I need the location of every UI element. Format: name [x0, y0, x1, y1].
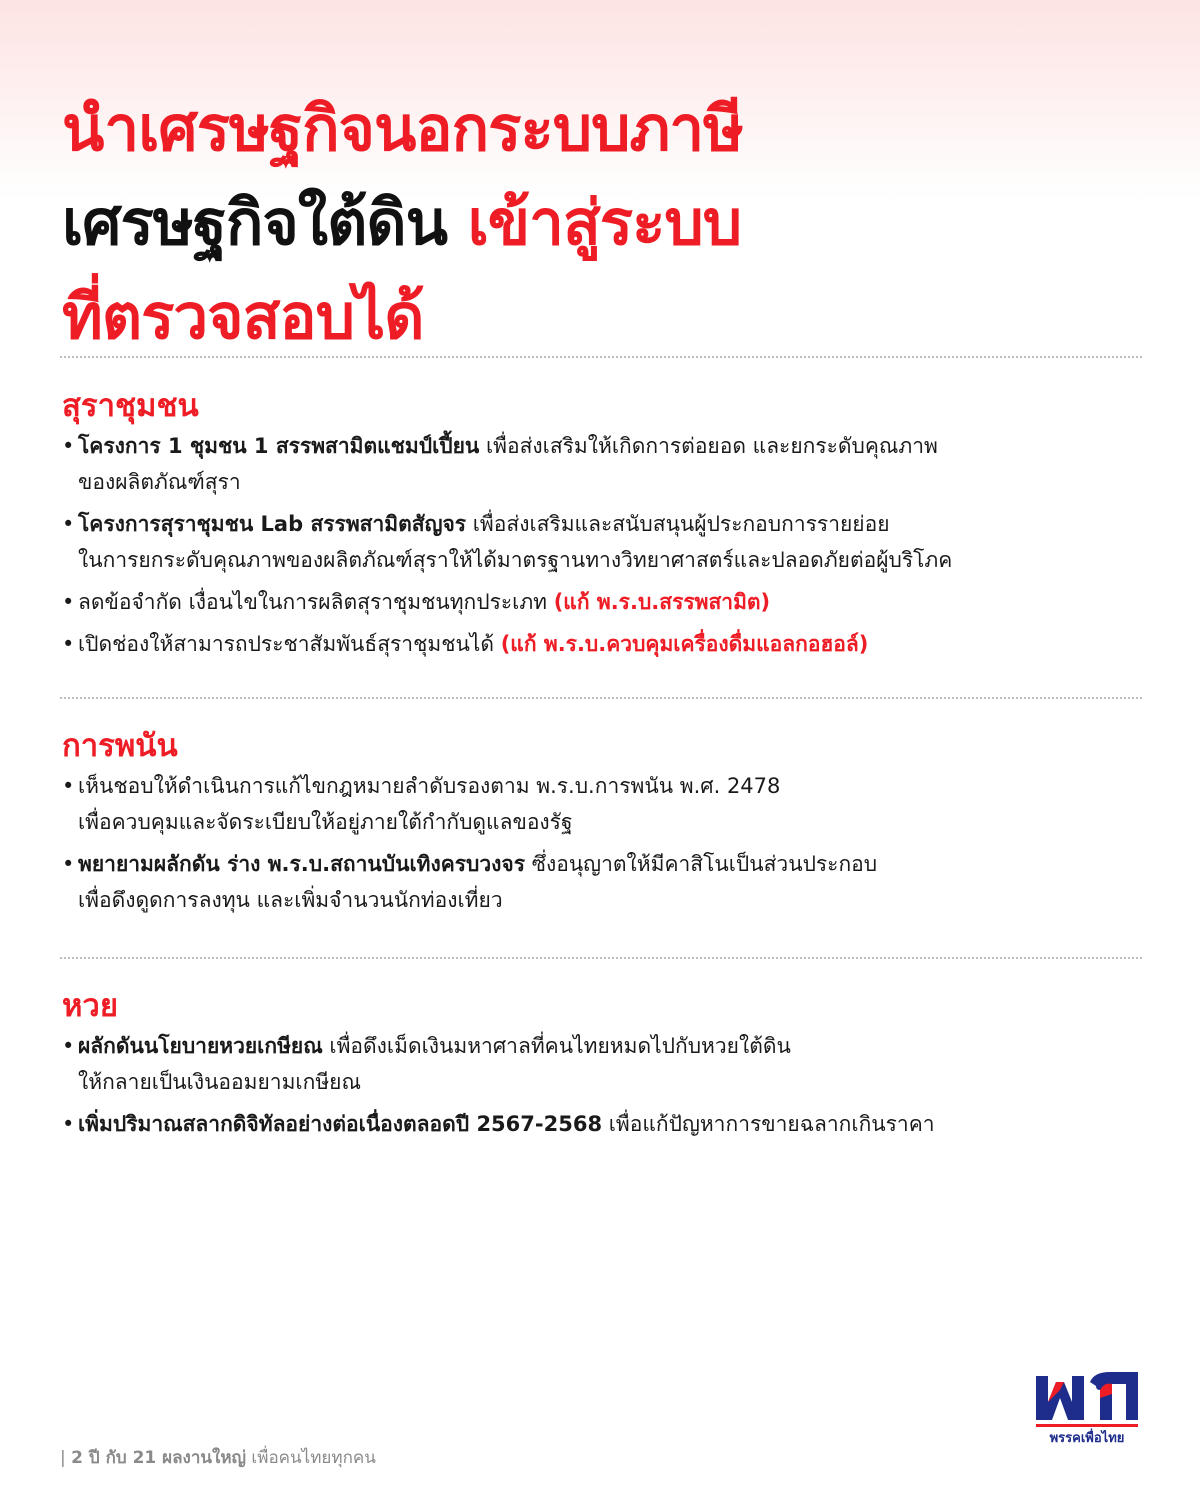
- bullet-icon: •: [62, 590, 75, 614]
- item-text-line-2: ให้กลายเป็นเงินออมยามเกษียณ: [78, 1070, 361, 1094]
- title-line-2-red: เข้าสู่ระบบ: [467, 186, 742, 259]
- bullet-icon: •: [62, 1112, 75, 1136]
- title-line-2: [62, 176, 1142, 270]
- party-logo: [1030, 1368, 1145, 1446]
- list-item: [62, 1106, 1142, 1142]
- list-item: [62, 626, 1142, 662]
- title-line-3: ที่ตรวจสอบได้: [62, 280, 424, 353]
- item-list: [62, 428, 1142, 662]
- section-gambling: [62, 726, 1142, 924]
- item-bold-text: พยายามผลักดัน ร่าง พ.ร.บ.สถานบันเทิงครบวงจร: [78, 852, 526, 876]
- list-item: [62, 584, 1142, 620]
- list-item: [62, 428, 1142, 500]
- pheu-thai-logo-icon: [1030, 1368, 1145, 1446]
- item-text-line-2: เพื่อดึงดูดการลงทุน และเพิ่มจำนวนนักท่องเที่ยว: [78, 888, 503, 912]
- page-title: [62, 82, 1142, 364]
- item-text: เพื่อส่งเสริมและสนับสนุนผู้ประกอบการรายย่อย: [466, 512, 890, 536]
- item-text-line-2: เพื่อควบคุมและจัดระเบียบให้อยู่ภายใต้กำกับดูแลของรัฐ: [78, 810, 573, 834]
- bullet-icon: •: [62, 852, 75, 876]
- item-bold-text: โครงการสุราชุมชน Lab สรรพสามิตสัญจร: [78, 512, 467, 536]
- bullet-icon: •: [62, 512, 75, 536]
- item-list: [62, 768, 1142, 918]
- list-item: [62, 768, 1142, 840]
- item-text: เพื่อดึงเม็ดเงินมหาศาลที่คนไทยหมดไปกับหวยใต้ดิน: [322, 1034, 791, 1058]
- title-line-2-black: เศรษฐกิจใต้ดิน: [62, 186, 447, 259]
- list-item: [62, 846, 1142, 918]
- footer-bold-text: 2 ปี กับ 21 ผลงานใหญ่: [71, 1448, 247, 1468]
- list-item: [62, 1028, 1142, 1100]
- item-text: เพื่อแก้ปัญหาการขายฉลากเกินราคา: [602, 1112, 935, 1136]
- item-text-line-2: ในการยกระดับคุณภาพของผลิตภัณฑ์สุราให้ได้มาตรฐานทางวิทยาศาสตร์และปลอดภัยต่อผู้บริโภค: [78, 548, 953, 572]
- item-bold-text: เพิ่มปริมาณสลากดิจิทัลอย่างต่อเนื่องตลอดปี 2567-2568: [78, 1112, 603, 1136]
- item-list: [62, 1028, 1142, 1142]
- footer-text: เพื่อคนไทยทุกคน: [251, 1448, 376, 1468]
- section-lottery: [62, 986, 1142, 1148]
- svg-text:พรรคเพื่อไทย: พรรคเพื่อไทย: [1049, 1431, 1125, 1446]
- item-red-note: (แก้ พ.ร.บ.ควบคุมเครื่องดื่มแอลกอฮอล์): [500, 632, 869, 656]
- bullet-icon: •: [62, 774, 75, 798]
- item-bold-text: โครงการ 1 ชุมชน 1 สรรพสามิตแชมป์เปี้ยน: [78, 434, 480, 458]
- footer: [60, 1444, 376, 1471]
- divider: [60, 356, 1142, 358]
- bullet-icon: •: [62, 1034, 75, 1058]
- item-text: ซึ่งอนุญาตให้มีคาสิโนเป็นส่วนประกอบ: [525, 852, 878, 876]
- item-text: ลดข้อจำกัด เงื่อนไขในการผลิตสุราชุมชนทุกประเภท: [78, 590, 554, 614]
- title-line-1: นำเศรษฐกิจนอกระบบภาษี: [62, 92, 744, 165]
- section-heading: สุราชุมชน: [62, 388, 199, 424]
- list-item: [62, 506, 1142, 578]
- section-heading: การพนัน: [62, 728, 178, 764]
- item-bold-text: ผลักดันนโยบายหวยเกษียณ: [78, 1034, 323, 1058]
- divider: [60, 697, 1142, 699]
- section-community-liquor: [62, 386, 1142, 668]
- item-text-line-2: ของผลิตภัณฑ์สุรา: [78, 470, 241, 494]
- footer-separator: |: [60, 1448, 66, 1468]
- item-text: เห็นชอบให้ดำเนินการแก้ไขกฎหมายลำดับรองตาม พ.ร.บ.การพนัน พ.ศ. 2478: [78, 774, 781, 798]
- item-red-note: (แก้ พ.ร.บ.สรรพสามิต): [553, 590, 771, 614]
- item-text: เพื่อส่งเสริมให้เกิดการต่อยอด และยกระดับคุณภาพ: [479, 434, 938, 458]
- section-heading: หวย: [62, 988, 119, 1024]
- bullet-icon: •: [62, 632, 75, 656]
- bullet-icon: •: [62, 434, 75, 458]
- divider: [60, 957, 1142, 959]
- item-text: เปิดช่องให้สามารถประชาสัมพันธ์สุราชุมชนได้: [78, 632, 501, 656]
